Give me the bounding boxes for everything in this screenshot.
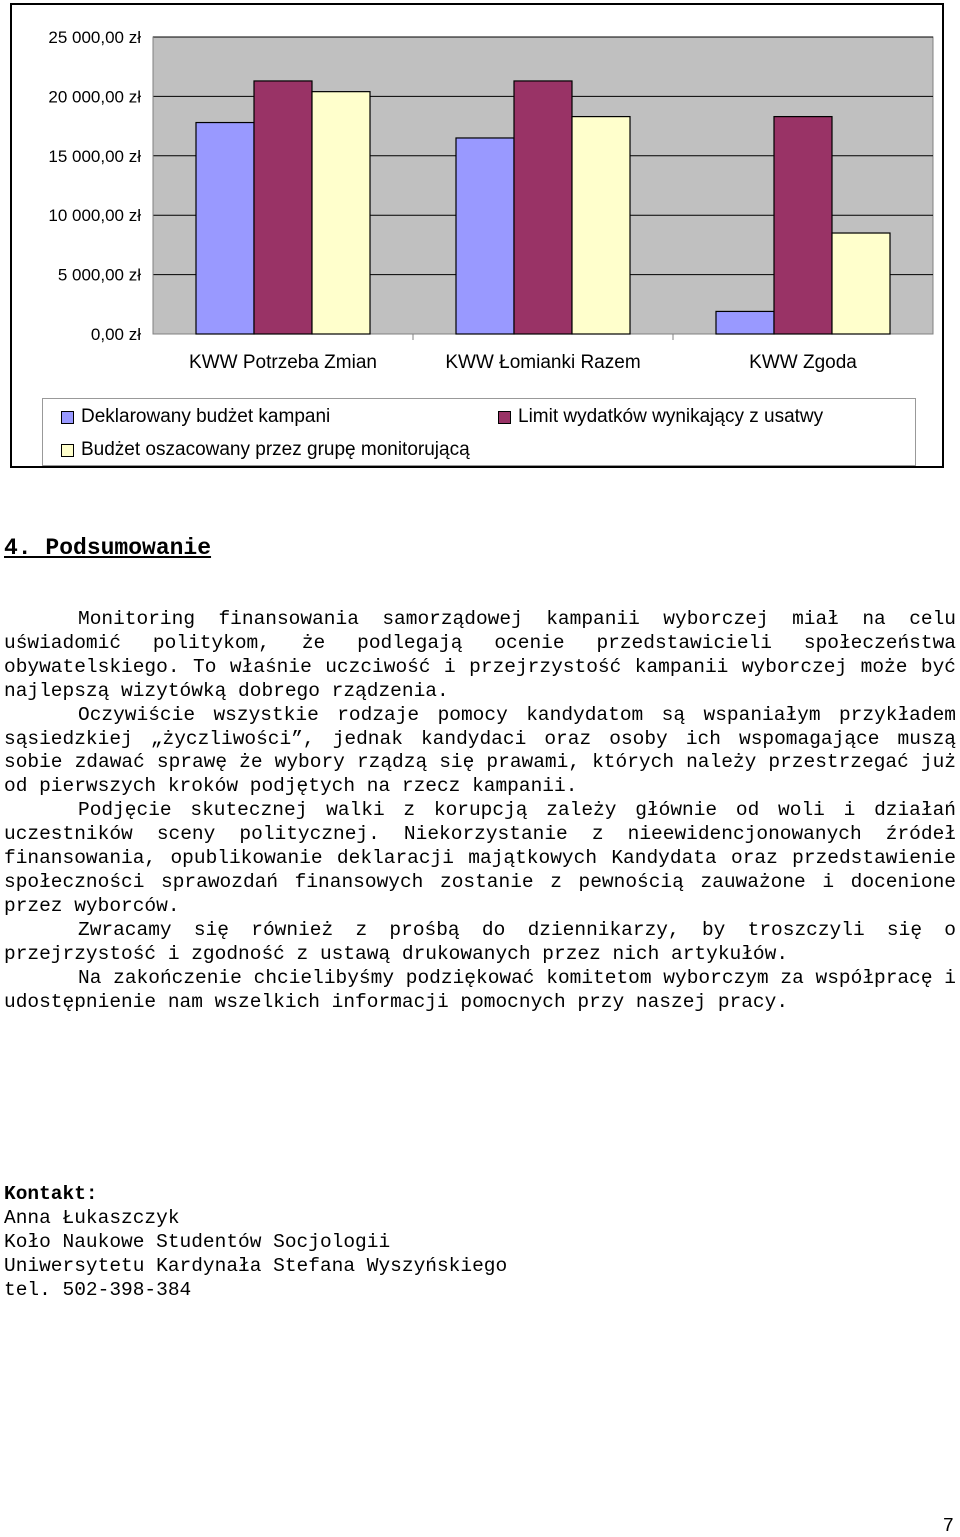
chart-plot — [12, 5, 942, 395]
contact-organization: Koło Naukowe Studentów Socjologii — [4, 1231, 391, 1253]
budget-chart — [10, 3, 944, 468]
bar — [196, 123, 254, 334]
contact-university: Uniwersytetu Kardynała Stefana Wyszyńskiego — [4, 1255, 508, 1277]
bar — [312, 92, 370, 334]
paragraph: Monitoring finansowania samorządowej kampanii wyborczej miał na celu uświadomić politykom, że podlegają ocenie przedstawicieli społeczeństwa obywatelskiego. To właśnie uczciwość i przejrzystość kampanii wyborczej może być najlepszą wizytówką dobrego rządzenia. — [4, 608, 956, 702]
y-tick-label: 10 000,00 zł — [48, 206, 141, 226]
y-tick-label: 5 000,00 zł — [57, 265, 141, 285]
legend-item-declared — [61, 406, 330, 428]
paragraph: Podjęcie skutecznej walki z korupcją zależy głównie od woli i działań uczestników sceny politycznej. Niekorzystanie z nieewidencjonowanych źródeł finansowania, opublikowanie deklaracji majątkowych Kandydata oraz przedstawienie społeczności sprawozdań finansowych zostanie z pewnością zauważone i docenione przez wyborców. — [4, 799, 956, 917]
y-tick-label: 25 000,00 zł — [48, 28, 141, 47]
y-tick-label: 15 000,00 zł — [48, 146, 141, 166]
legend-item-estimated — [61, 439, 470, 461]
bar — [514, 81, 572, 334]
bar — [832, 233, 890, 334]
contact-phone: tel. 502-398-384 — [4, 1279, 192, 1301]
bar — [254, 81, 312, 334]
contact-name: Anna Łukaszczyk — [4, 1207, 180, 1229]
bar — [572, 117, 630, 334]
bar — [716, 311, 774, 334]
section-body — [4, 608, 956, 1014]
contact-block — [4, 1182, 507, 1302]
x-tick-label: KWW Potrzeba Zmian — [189, 352, 377, 373]
legend-label-declared: Deklarowany budżet kampani — [81, 406, 331, 427]
paragraph: Oczywiście wszystkie rodzaje pomocy kandydatom są wspaniałym przykładem sąsiedzkiej „życzliwości”, jednak kandydaci oraz osoby ich wspomagające muszą sobie zdawać sprawę że wybory rządzą się prawami, których należy przestrzegać już od pierwszych kroków podjętych na rzecz kampanii. — [4, 703, 956, 798]
legend-label-limit: Limit wydatków wynikający z usatwy — [518, 406, 824, 427]
section-heading: 4. Podsumowanie — [4, 535, 212, 561]
page-number: 7 — [942, 1515, 954, 1537]
y-tick-label: 0,00 zł — [90, 325, 141, 344]
contact-label: Kontakt: — [4, 1183, 98, 1205]
paragraph: Zwracamy się również z prośbą do dziennikarzy, by troszczyli się o przejrzystość i zgodność z ustawą drukowanych przez nich artykułów. — [4, 918, 956, 965]
x-tick-label: KWW Łomianki Razem — [445, 352, 641, 373]
chart-legend — [42, 398, 916, 466]
legend-swatch-limit — [498, 411, 511, 424]
legend-swatch-estimated — [61, 444, 74, 457]
x-tick-label: KWW Zgoda — [749, 352, 857, 373]
paragraph: Na zakończenie chcielibyśmy podziękować komitetom wyborczym za współpracę i udostępnienie nam wszelkich informacji pomocnych przy naszej pracy. — [4, 966, 956, 1013]
legend-swatch-declared — [61, 411, 74, 424]
legend-label-estimated: Budżet oszacowany przez grupę monitorującą — [81, 439, 470, 460]
y-tick-label: 20 000,00 zł — [48, 87, 141, 107]
bar — [774, 117, 832, 334]
legend-item-limit — [498, 406, 823, 428]
bar — [456, 138, 514, 334]
